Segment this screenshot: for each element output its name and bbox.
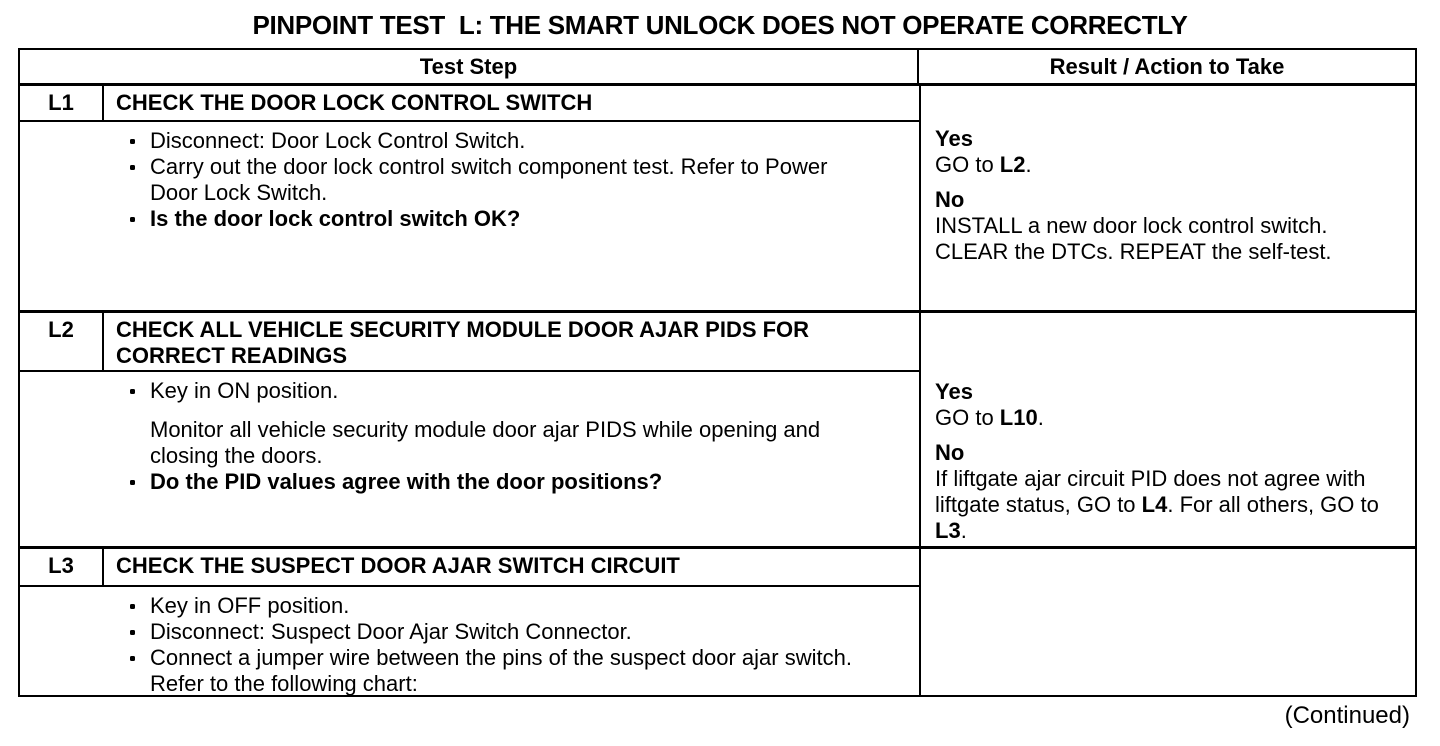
instruction-text: Is the door lock control switch OK?	[150, 206, 521, 231]
instruction-item	[20, 619, 879, 645]
instruction-text: Disconnect: Suspect Door Ajar Switch Connector.	[150, 619, 632, 644]
step-instructions-l3	[20, 585, 919, 695]
bullet-icon	[130, 656, 135, 661]
instruction-text: Key in ON position.	[150, 378, 339, 403]
table-header-row	[20, 50, 1415, 86]
instruction-text: Carry out the door lock control switch component test. Refer to Power Door Lock Switch.	[150, 154, 828, 205]
instruction-item	[20, 128, 879, 154]
step-id-l2: L2	[20, 313, 104, 370]
step-id-l3: L3	[20, 549, 104, 585]
result-paragraph: Yes	[935, 379, 973, 404]
instruction-item	[20, 206, 879, 232]
instruction-item	[20, 154, 879, 206]
result-paragraph: GO to L10.	[935, 405, 1044, 430]
instruction-text: Monitor all vehicle security module door ajar PIDS while opening and closing the doors.	[150, 417, 821, 468]
bullet-icon	[130, 389, 135, 394]
instruction-item	[20, 469, 879, 495]
bullet-icon	[130, 480, 135, 485]
instruction-text: Key in OFF position.	[150, 593, 350, 618]
instruction-text: Disconnect: Door Lock Control Switch.	[150, 128, 526, 153]
result-paragraph: GO to L2.	[935, 152, 1032, 177]
instruction-text: Do the PID values agree with the door positions?	[150, 469, 663, 494]
test-block-l1	[20, 86, 1415, 310]
result-paragraph: If liftgate ajar circuit PID does not agree with liftgate status, GO to L4. For all others, GO to L3.	[935, 466, 1379, 543]
step-title-l2: CHECK ALL VEHICLE SECURITY MODULE DOOR AJAR PIDS FOR CORRECT READINGS	[116, 317, 810, 368]
test-block-l3	[20, 546, 1415, 695]
bullet-icon	[130, 604, 135, 609]
step-title-l1: CHECK THE DOOR LOCK CONTROL SWITCH	[116, 90, 593, 115]
step-title-l3: CHECK THE SUSPECT DOOR AJAR SWITCH CIRCUIT	[116, 553, 680, 578]
instruction-item	[20, 645, 879, 697]
header-result: Result / Action to Take	[1049, 54, 1285, 79]
bullet-icon	[130, 217, 135, 222]
result-cell-l2	[919, 313, 1415, 546]
result-paragraph: No	[935, 440, 965, 465]
instruction-text: Connect a jumper wire between the pins of the suspect door ajar switch. Refer to the following chart:	[150, 645, 852, 696]
continued-note: (Continued)	[1284, 702, 1410, 729]
result-paragraph: INSTALL a new door lock control switch. CLEAR the DTCs. REPEAT the self-test.	[935, 213, 1332, 264]
bullet-icon	[130, 630, 135, 635]
test-block-l2	[20, 310, 1415, 546]
instruction-item	[20, 417, 879, 469]
page-title: PINPOINT TEST L: THE SMART UNLOCK DOES NOT OPERATE CORRECTLY	[252, 10, 1188, 40]
result-paragraph: Yes	[935, 126, 973, 151]
header-test-step: Test Step	[20, 50, 919, 83]
pinpoint-test-table	[18, 48, 1417, 697]
result-paragraph: No	[935, 187, 965, 212]
step-id-l1: L1	[20, 86, 104, 120]
step-instructions-l1	[20, 120, 919, 310]
result-cell-l1	[919, 86, 1415, 310]
result-cell-l3	[919, 549, 1415, 695]
bullet-icon	[130, 165, 135, 170]
bullet-icon	[130, 139, 135, 144]
instruction-item	[20, 378, 879, 404]
step-instructions-l2	[20, 370, 919, 546]
instruction-item	[20, 593, 879, 619]
